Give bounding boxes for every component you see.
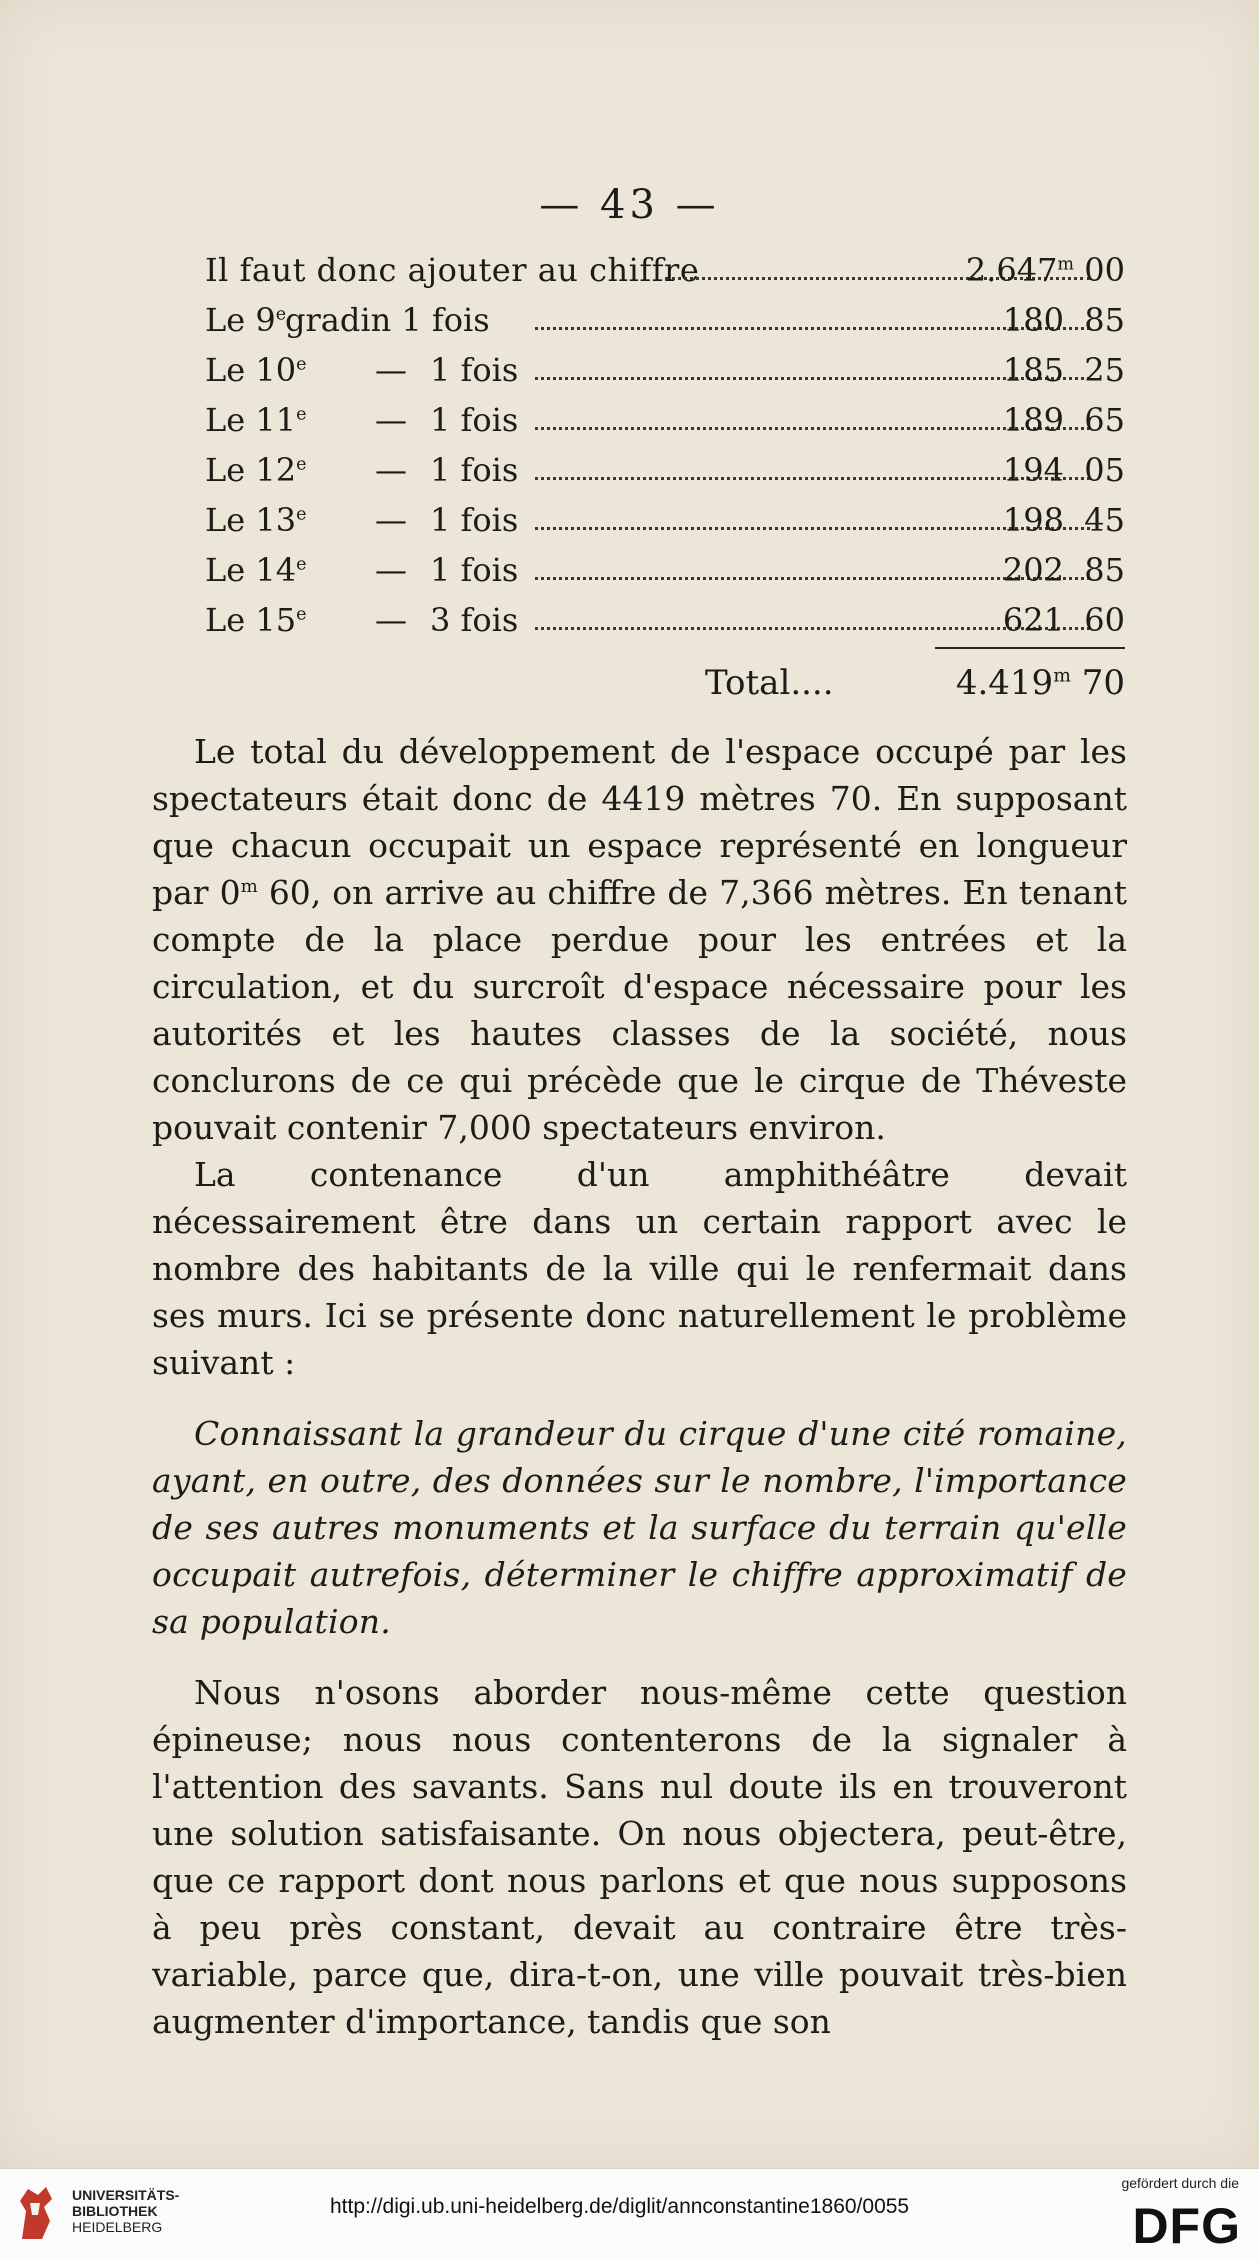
ledger-dash: — xyxy=(375,551,407,589)
total-value: 4.419$^m$ 70 xyxy=(955,663,1125,703)
ledger-amount: 185 25 xyxy=(1002,351,1125,389)
ledger-label: Le 9e xyxy=(205,301,287,339)
viewer-footer xyxy=(0,2168,1259,2260)
ledger-dash: — xyxy=(375,601,407,639)
ledger-total-row xyxy=(705,655,1125,711)
ledger-row xyxy=(205,595,1125,645)
dfg-logo: DFG xyxy=(1132,2198,1241,2254)
ledger-amount: 180 85 xyxy=(1002,301,1125,339)
ledger-row xyxy=(205,395,1125,445)
ledger-row xyxy=(205,445,1125,495)
page-number: — 43 — xyxy=(539,182,720,228)
ledger-row xyxy=(205,345,1125,395)
ledger-multiplier: 3 fois xyxy=(430,601,519,639)
library-name: UNIVERSITÄTS- BIBLIOTHEK HEIDELBERG xyxy=(72,2187,180,2235)
ledger-label: Le 15e xyxy=(205,601,307,639)
ledger-amount: 194 05 xyxy=(1002,451,1125,489)
paragraph-4: Nous n'osons aborder nous-même cette question épineuse; nous nous contenterons de la signaler à l'attention des savants. Sans nul doute ils en trouveront une solution satisfaisante. On nous objectera, peut-être, que ce rapport dont nous parlons et que nous supposons à peu près constant, devait au contraire être très-variable, parce que, dira-t-on, une ville pouvait très-bien augmenter d'importance, tandis que son xyxy=(152,1673,1127,2041)
paragraph-1: Le total du développement de l'espace occupé par les spectateurs était donc de 4419 mètres 70. En supposant que chacun occupait un espace représenté en longueur par 0$^m$ 60, on arrive au chiffre de 7,366 mètres. En tenant compte de la place perdue pour les entrées et la circulation, et du surcroît d'espace nécessaire pour les autorités et les hautes classes de la société, nous conclurons de ce qui précède que le cirque de Théveste pouvait contenir 7,000 spectateurs environ. xyxy=(152,732,1127,1147)
ledger-multiplier: 1 fois xyxy=(430,451,519,489)
ledger-multiplier: 1 fois xyxy=(430,401,519,439)
ledger-row-carry xyxy=(205,245,1125,295)
ledger-multiplier: 1 fois xyxy=(430,351,519,389)
heidelberg-lion-icon xyxy=(12,2181,62,2245)
ledger-amount: 198 45 xyxy=(1002,501,1125,539)
ledger-amount: 202 85 xyxy=(1002,551,1125,589)
ledger-label: Il faut donc ajouter au chiffre xyxy=(205,251,700,289)
paragraph-2: La contenance d'un amphithéâtre devait nécessairement être dans un certain rapport avec le nombre des habitants de la ville qui le renfermait dans ses murs. Ici se présente donc naturellement le problème suivant : xyxy=(152,1155,1127,1382)
ledger-dash: — xyxy=(375,401,407,439)
permalink-url[interactable]: http://digi.ub.uni-heidelberg.de/diglit/annconstantine1860/0055 xyxy=(330,2195,910,2218)
ledger-row xyxy=(205,545,1125,595)
total-label: Total.... xyxy=(705,663,834,703)
ledger-table xyxy=(205,245,1125,703)
problem-statement: Connaissant la grandeur du cirque d'une cité romaine, ayant, en outre, des données sur le nombre, l'importance de ses autres monuments et la surface du terrain qu'elle occupait autrefois, déterminer le chiffre approximatif de sa population. xyxy=(152,1414,1127,1641)
ledger-multiplier: 1 fois xyxy=(430,501,519,539)
ledger-label: Le 13e xyxy=(205,501,307,539)
ledger-multiplier: 1 fois xyxy=(430,551,519,589)
ledger-dash: — xyxy=(375,501,407,539)
ledger-label: Le 12e xyxy=(205,451,307,489)
ledger-label: Le 11e xyxy=(205,401,307,439)
ledger-label: Le 10e xyxy=(205,351,307,389)
ledger-amount: 2.647$^m$ 00 xyxy=(965,251,1125,289)
total-rule xyxy=(935,647,1125,649)
ledger-amount: 189 65 xyxy=(1002,401,1125,439)
ledger-row xyxy=(205,495,1125,545)
ledger-dash: — xyxy=(375,451,407,489)
ledger-label: Le 14e xyxy=(205,551,307,589)
sponsor-text: gefördert durch die xyxy=(1121,2175,1239,2191)
ledger-dash: — xyxy=(375,351,407,389)
ledger-multiplier: gradin 1 fois xyxy=(285,301,490,339)
ledger-row xyxy=(205,295,1125,345)
body-text xyxy=(152,728,1127,2045)
ledger-amount: 621 60 xyxy=(1002,601,1125,639)
